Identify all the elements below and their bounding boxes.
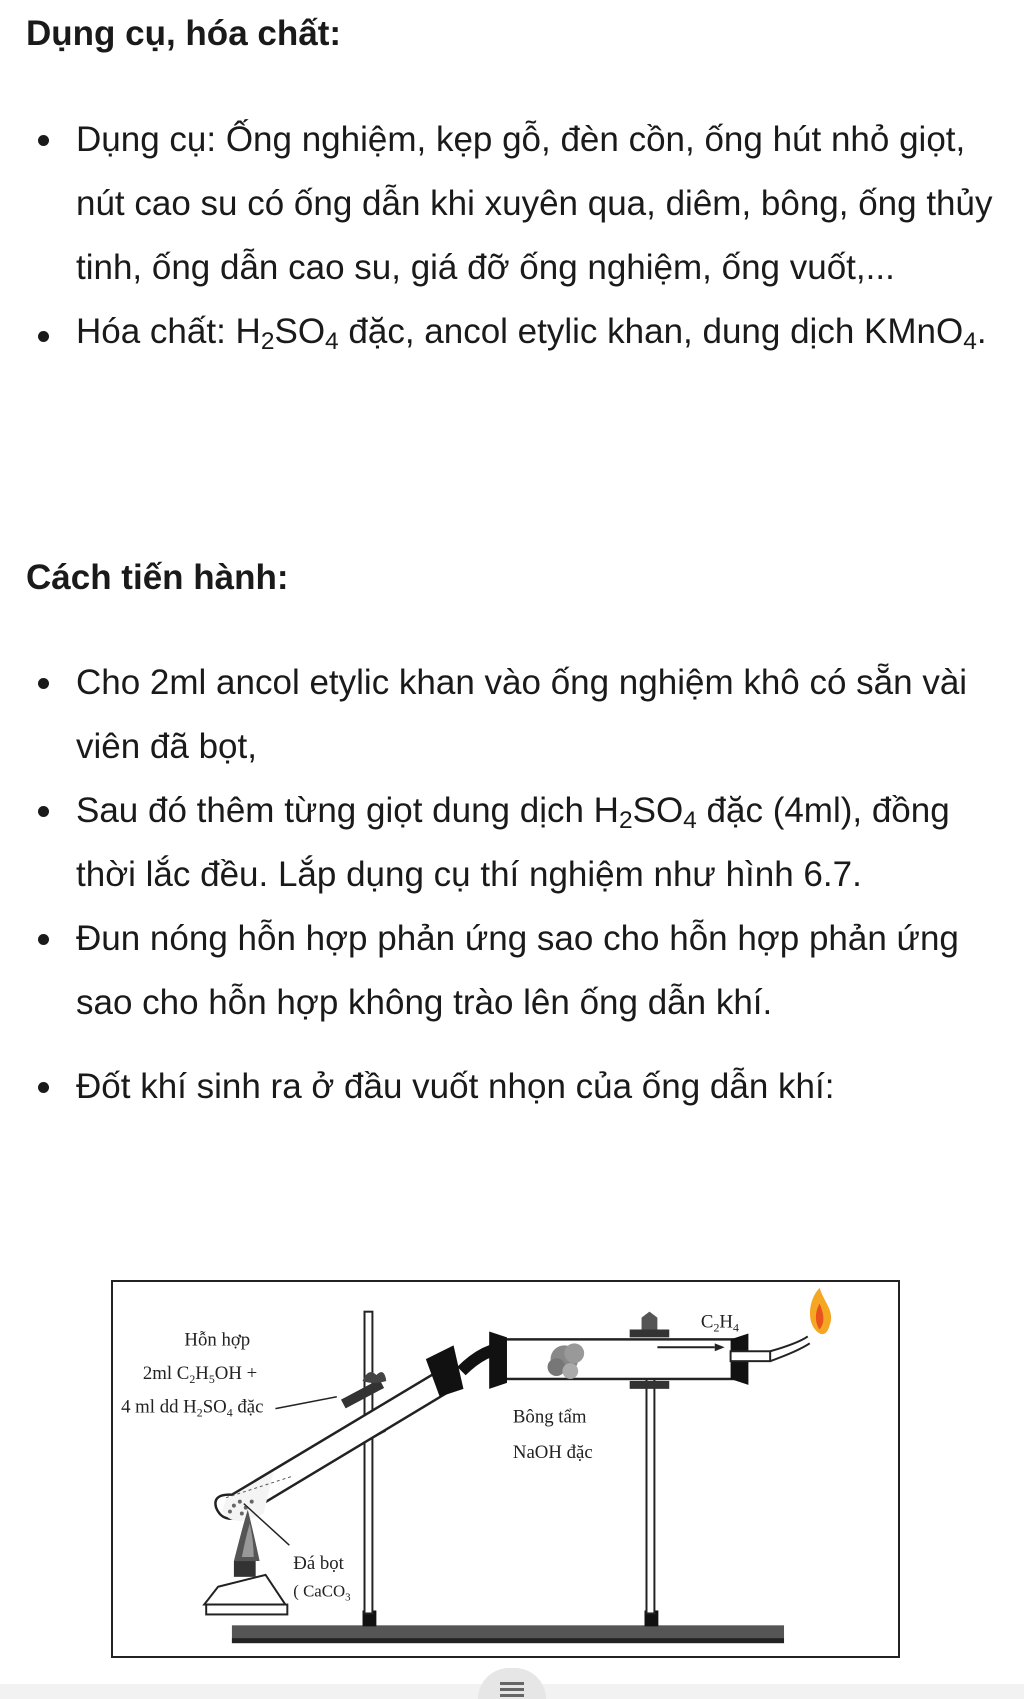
list-item <box>0 300 1010 364</box>
label-cotton-2: NaOH đặc <box>512 1442 593 1464</box>
menu-icon <box>500 1682 524 1685</box>
drag-handle[interactable] <box>478 1668 546 1699</box>
section-heading-equipment: Dụng cụ, hóa chất: <box>26 14 341 53</box>
list-item <box>0 779 1010 907</box>
item-label: Hóa chất: <box>76 312 226 351</box>
bullet-icon <box>38 678 49 689</box>
label-stone-1: Đá bọt <box>293 1552 344 1574</box>
label-cotton-1: Bông tẩm <box>512 1406 587 1428</box>
label-stone-2: ( CaCO$_3$ <box>293 1581 351 1604</box>
list-item <box>0 651 1010 779</box>
item-text: Ống nghiệm, kẹp gỗ, đèn cồn, ống hút nhỏ giọt, nút cao su có ống dẫn khi xuyên qua, diêm, bông, ống thủy tinh, ống dẫn cao su, giá đỡ ống nghiệm, ống vuốt,... <box>76 120 993 287</box>
list-item <box>0 907 1010 1035</box>
section-heading-procedure: Cách tiến hành: <box>26 558 289 597</box>
bullet-icon <box>38 1082 49 1093</box>
label-gas: $C_2H_4$ <box>700 1311 739 1335</box>
bullet-icon <box>38 331 49 342</box>
item-text: Sau đó thêm từng giọt dung dịch $H_2SO_4$ đặc (4ml), đồng thời lắc đều. Lắp dụng cụ thí nghiệm như hình 6.7. <box>76 791 950 894</box>
bullet-icon <box>38 806 49 817</box>
equipment-list <box>0 108 1010 364</box>
item-text: Đun nóng hỗn hợp phản ứng sao cho hỗn hợp phản ứng sao cho hỗn hợp không trào lên ống dẫn khí. <box>76 919 959 1022</box>
list-item <box>0 108 1010 300</box>
stand-rod-right <box>646 1353 654 1613</box>
list-item <box>0 1055 1010 1119</box>
test-tube <box>215 1369 453 1521</box>
item-text: Đốt khí sinh ra ở đầu vuốt nhọn của ống dẫn khí: <box>76 1067 835 1106</box>
label-mixture-3: 4 ml dd $H_2SO_4$ đặc <box>121 1396 264 1420</box>
alcohol-burner <box>204 1510 287 1615</box>
bullet-icon <box>38 135 49 146</box>
label-mixture-2: 2ml $C_2H_5OH$ + <box>142 1362 258 1386</box>
item-text: Cho 2ml ancol etylic khan vào ống nghiệm khô có sẵn vài viên đã bọt, <box>76 663 968 766</box>
bullet-icon <box>38 934 49 945</box>
formula-text: $H_2SO_4$ đặc, ancol etylic khan, dung dịch KMnO$_4$. <box>235 312 987 356</box>
item-label: Dụng cụ: <box>76 120 217 159</box>
stand-rod-left <box>365 1312 373 1614</box>
apparatus-diagram <box>113 1282 898 1656</box>
label-mixture-1: Hỗn hợp <box>184 1329 251 1351</box>
experiment-figure <box>111 1280 900 1658</box>
procedure-list <box>0 651 1010 1119</box>
flame-icon <box>810 1288 831 1334</box>
